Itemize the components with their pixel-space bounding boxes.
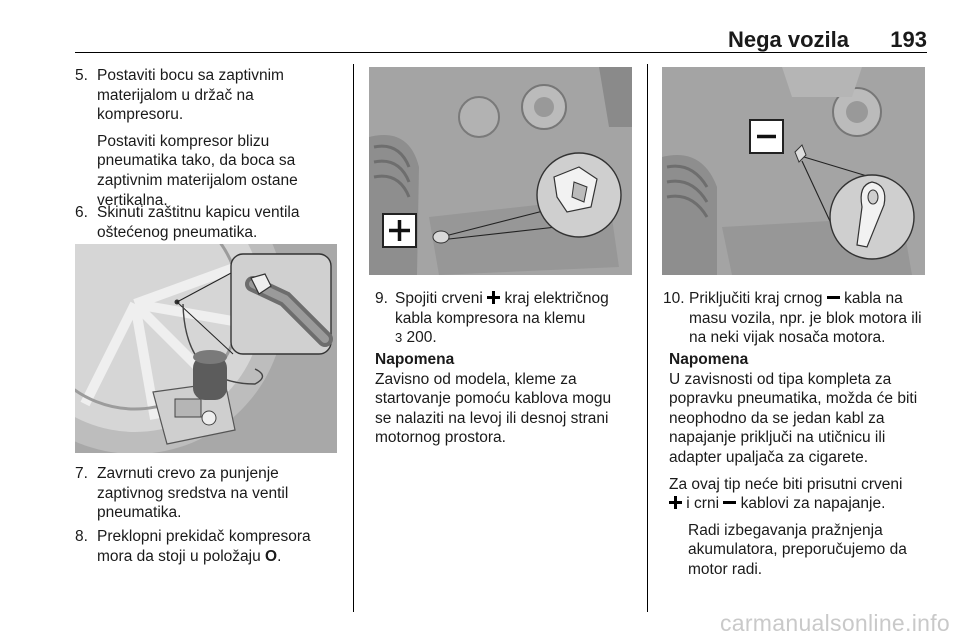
page-reference-arrow-icon: 3: [395, 330, 403, 346]
minus-symbol-icon: [723, 496, 736, 509]
figure-positive-terminal: [369, 67, 632, 275]
step-8: 8. Preklopni prekidač kompresora mora da stoji u položaju O.: [75, 528, 311, 565]
step-7: 7. Zavrnuti crevo za punjenje zaptivnog sredstva na ventil pneumatika.: [75, 465, 289, 522]
page-header: [75, 26, 927, 53]
section-title: Nega vozila: [727, 27, 849, 52]
plus-symbol-icon: [669, 496, 682, 509]
note-title: Napomena: [669, 351, 749, 368]
step-5: 5. Postaviti bocu sa zaptivnim materijalom u držač na kompresoru. Postaviti kompresor blizu pneumatika tako, da boca sa zaptivnim materijalom ostane vertikalna.: [75, 67, 298, 209]
minus-symbol-icon: [827, 291, 840, 304]
note-terminals: Napomena Zavisno od modela, kleme za startovanje pomoću kablova mogu se nalaziti na levoj ili desnoj strani motornog prostora.: [375, 350, 643, 448]
watermark: carmanualsonline.info: [719, 610, 950, 636]
note-title: Napomena: [375, 351, 455, 368]
figure-compressor-tyre: [75, 244, 337, 453]
note-power-supply: Napomena U zavisnosti od tipa kompleta za popravku pneumatika, možda će biti neophodno da se jedan kabl za napajanje priključi na utičnicu ili adapter upaljača za cigarete. Za ovaj tip neće biti prisutni crveni i crni kablovi za napajanje. Radi izbegavanja pražnjenja akumulatora, preporučujemo da motor radi.: [669, 350, 933, 580]
figure-ground-point: [662, 67, 925, 275]
switch-position-symbol: O: [265, 547, 278, 565]
column-divider: [353, 64, 354, 612]
plus-symbol-icon: [487, 291, 500, 304]
step-9: 9. Spojiti crveni kraj električnog kabla kompresora na klemu 3 200.: [375, 290, 609, 347]
page-number: 193: [890, 27, 927, 52]
step-6: 6. Skinuti zaštitnu kapicu ventila oštećenog pneumatika.: [75, 204, 300, 241]
column-divider: [647, 64, 648, 612]
step-10: 10. Priključiti kraj crnog kabla na masu vozila, npr. je blok motora ili na neki vijak nosača motora.: [663, 290, 922, 347]
